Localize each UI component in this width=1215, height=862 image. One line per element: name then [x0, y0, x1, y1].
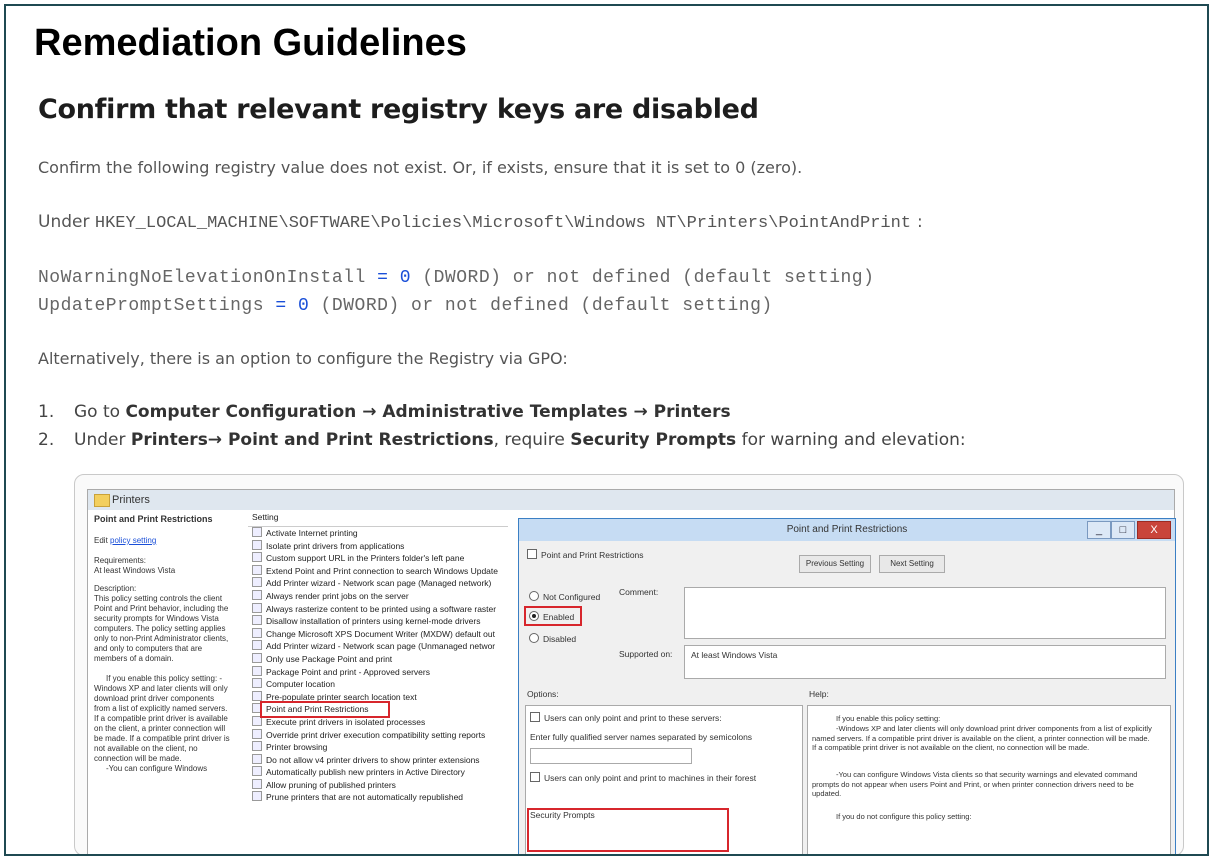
table-row[interactable]: [248, 590, 508, 603]
minimize-button[interactable]: _: [1087, 521, 1111, 539]
under-prefix: Under: [38, 212, 95, 232]
comment-field[interactable]: [684, 587, 1166, 639]
highlight-box: [260, 701, 390, 718]
policy-dialog: [518, 518, 1176, 856]
policy-name-label: Point and Print Restrictions: [541, 550, 644, 560]
settings-header[interactable]: Setting: [248, 510, 508, 527]
options-label: Options:: [527, 689, 559, 699]
table-row[interactable]: [248, 653, 508, 666]
setting-label: Disallow installation of printers using kernel-mode drivers: [266, 616, 481, 627]
setting-icon: [252, 590, 262, 600]
table-row[interactable]: [248, 791, 508, 804]
step-text: Go to: [74, 402, 126, 422]
setting-label: Computer location: [266, 679, 335, 690]
setting-label: Prune printers that are not automatically republished: [266, 792, 464, 803]
registry-path: HKEY_LOCAL_MACHINE\SOFTWARE\Policies\Microsoft\Windows NT\Printers\PointAndPrint: [94, 214, 912, 233]
radio-icon: [529, 591, 539, 601]
description-text-2: If you enable this policy setting: -Windows XP and later clients will only download print driver components from a list of explicitly named servers. If a compatible print driver is available on the client, a printer connection will be made. If a compatible print driver is not available on the client, no connection will be made.: [94, 674, 230, 763]
requirements-heading: Requirements:: [94, 556, 147, 565]
gpo-window: [87, 489, 1175, 856]
setting-icon: [252, 766, 262, 776]
setting-label: Always render print jobs on the server: [266, 590, 409, 601]
policy-heading: Point and Print Restrictions: [94, 514, 213, 524]
document-frame: [4, 4, 1209, 856]
option-checkbox[interactable]: [530, 772, 756, 783]
page-title: Remediation Guidelines: [34, 22, 467, 64]
highlight-box: [527, 808, 729, 852]
code-eq: =: [275, 296, 287, 316]
radio-disabled[interactable]: [529, 633, 576, 644]
option-label: Users can only point and print to machines in their forest: [544, 773, 757, 783]
table-row[interactable]: [248, 628, 508, 641]
list-number: 2.: [38, 430, 55, 450]
table-row[interactable]: [248, 729, 508, 742]
help-text: If you do not configure this policy setting:: [836, 812, 972, 821]
setting-icon: [252, 754, 262, 764]
step-bold: Printers→ Point and Print Restrictions: [130, 430, 494, 450]
description-text: This policy setting controls the client Point and Print behavior, including the security prompts for Windows Vista computers. The policy setting applies only to non-Print Administrator clients, and only to computers that are members of a domain.: [94, 594, 229, 663]
setting-icon: [252, 779, 262, 789]
help-text: -You can configure Windows Vista clients so that security warnings and elevated command prompts do not appear when users Point and Print, or when printer connection drivers need to be updated.: [812, 770, 1138, 798]
code-value: 0: [399, 268, 412, 288]
highlight-box: [524, 606, 582, 626]
setting-label: Override print driver execution compatibility setting reports: [266, 729, 486, 740]
option-label: Users can only point and print to these servers:: [544, 713, 722, 723]
table-row[interactable]: [248, 678, 508, 691]
gpo-screenshot: [74, 474, 1184, 856]
table-row[interactable]: [248, 615, 508, 628]
table-row[interactable]: [248, 754, 508, 767]
setting-icon: [252, 653, 262, 663]
step-bold: Security Prompts: [570, 430, 737, 450]
previous-setting-button[interactable]: Previous Setting: [799, 555, 871, 573]
setting-label: Allow pruning of published printers: [266, 779, 396, 790]
setting-icon: [252, 540, 262, 550]
server-names-input[interactable]: [530, 748, 692, 764]
setting-icon: [252, 691, 262, 701]
code-line-1: [38, 268, 874, 288]
setting-label: Automatically publish new printers in Active Directory: [266, 767, 465, 778]
help-panel: [807, 705, 1171, 856]
table-row[interactable]: [248, 565, 508, 578]
setting-icon: [252, 527, 262, 537]
setting-icon: [252, 577, 262, 587]
supported-on-label: Supported on:: [619, 649, 673, 659]
close-button[interactable]: X: [1137, 521, 1171, 539]
radio-label: Enabled: [543, 612, 575, 622]
setting-label: Do not allow v4 printer drivers to show printer extensions: [266, 754, 480, 765]
setting-label: Execute print drivers in isolated processes: [266, 716, 426, 727]
help-label: Help:: [809, 689, 829, 699]
setting-label: Custom support URL in the Printers folder's left pane: [266, 553, 465, 564]
radio-label: Not Configured: [543, 592, 601, 602]
registry-path-line: [38, 212, 923, 233]
code-value: 0: [297, 296, 310, 316]
maximize-button[interactable]: □: [1111, 521, 1135, 539]
code-rest: (DWORD) or not defined (default setting): [320, 296, 773, 316]
policy-icon: [527, 549, 537, 559]
folder-icon: [94, 494, 110, 507]
list-item: [38, 402, 731, 422]
setting-label: Printer browsing: [266, 742, 328, 753]
edit-prefix: Edit: [94, 536, 111, 545]
option-label: Enter fully qualified server names separated by semicolons: [530, 732, 753, 742]
setting-label: Pre-populate printer search location text: [266, 691, 417, 702]
setting-icon: [252, 640, 262, 650]
window-title: Printers: [112, 494, 150, 506]
dialog-titlebar: [519, 519, 1175, 541]
table-row[interactable]: [248, 666, 508, 679]
radio-label: Disabled: [543, 634, 577, 644]
step-text: Under: [74, 430, 131, 450]
setting-label: Activate Internet printing: [266, 528, 358, 538]
settings-list: [248, 510, 508, 856]
section-heading: Confirm that relevant registry keys are disabled: [38, 94, 759, 125]
setting-label: Add Printer wizard - Network scan page (Unmanaged networ: [266, 641, 496, 652]
supported-on-value: At least Windows Vista: [691, 650, 778, 660]
step-text: , require: [493, 430, 571, 450]
instruction-paragraph: Confirm the following registry value does not exist. Or, if exists, ensure that it is set to 0 (zero).: [38, 158, 803, 177]
help-text: -Windows XP and later clients will only download print driver components from a list of explicitly named servers. If a compatible print driver is available on the client, a printer connection will be made. If a compatible print driver is not available on the client, no connection will be made.: [812, 724, 1152, 752]
option-checkbox[interactable]: [530, 712, 722, 723]
code-eq: =: [377, 268, 389, 288]
setting-icon: [252, 615, 262, 625]
setting-icon: [252, 678, 262, 688]
setting-label: Package Point and print - Approved servers: [266, 666, 430, 677]
under-suffix: :: [917, 212, 923, 232]
security-prompts-label: Security Prompts: [530, 810, 595, 820]
next-setting-button[interactable]: Next Setting: [879, 555, 945, 573]
setting-icon: [252, 666, 262, 676]
description-text-3: -You can configure Windows: [106, 764, 208, 773]
setting-icon: [252, 628, 262, 638]
gpo-paragraph: Alternatively, there is an option to configure the Registry via GPO:: [38, 349, 568, 368]
description-pane: [88, 510, 238, 856]
edit-policy-link[interactable]: policy setting: [110, 536, 157, 545]
radio-icon: [529, 633, 539, 643]
window-titlebar: [88, 490, 1174, 510]
list-item: [38, 430, 966, 450]
table-row[interactable]: [248, 540, 508, 553]
dialog-title: Point and Print Restrictions: [786, 524, 908, 535]
table-row[interactable]: [248, 603, 508, 616]
table-row[interactable]: [248, 741, 508, 754]
table-row[interactable]: [248, 779, 508, 792]
table-row[interactable]: [248, 577, 508, 590]
checkbox-icon: [530, 712, 540, 722]
table-row[interactable]: [248, 527, 508, 540]
code-rest: (DWORD) or not defined (default setting): [422, 268, 875, 288]
setting-icon: [252, 729, 262, 739]
code-key: UpdatePromptSettings: [38, 296, 265, 316]
setting-label: Extend Point and Print connection to search Windows Update: [266, 565, 498, 576]
code-line-2: [38, 296, 773, 316]
setting-icon: [252, 603, 262, 613]
setting-icon: [252, 791, 262, 801]
table-row[interactable]: [248, 766, 508, 779]
step-text: for warning and elevation:: [736, 430, 966, 450]
setting-icon: [252, 552, 262, 562]
description-heading: Description:: [94, 584, 137, 593]
setting-label: Add Printer wizard - Network scan page (Managed network): [266, 578, 492, 589]
edit-line: [94, 536, 232, 546]
comment-label: Comment:: [619, 587, 659, 597]
setting-label: Only use Package Point and print: [266, 653, 393, 664]
checkbox-icon: [530, 772, 540, 782]
step-bold: Computer Configuration → Administrative Templates → Printers: [125, 402, 731, 422]
supported-on-field: [684, 645, 1166, 679]
list-number: 1.: [38, 402, 55, 422]
setting-label: Change Microsoft XPS Document Writer (MXDW) default out: [266, 628, 495, 639]
setting-label: Always rasterize content to be printed using a software raster: [266, 603, 497, 614]
radio-not-configured[interactable]: [529, 591, 600, 602]
setting-label: Isolate print drivers from applications: [266, 540, 405, 551]
setting-icon: [252, 565, 262, 575]
help-text: If you enable this policy setting:: [836, 714, 941, 723]
setting-label: Point and Print Restrictions: [266, 704, 369, 715]
code-key: NoWarningNoElevationOnInstall: [38, 268, 366, 288]
table-row[interactable]: [248, 640, 508, 653]
requirements-value: At least Windows Vista: [94, 566, 176, 575]
table-row[interactable]: [248, 552, 508, 565]
policy-name: [527, 549, 644, 560]
setting-icon: [252, 741, 262, 751]
